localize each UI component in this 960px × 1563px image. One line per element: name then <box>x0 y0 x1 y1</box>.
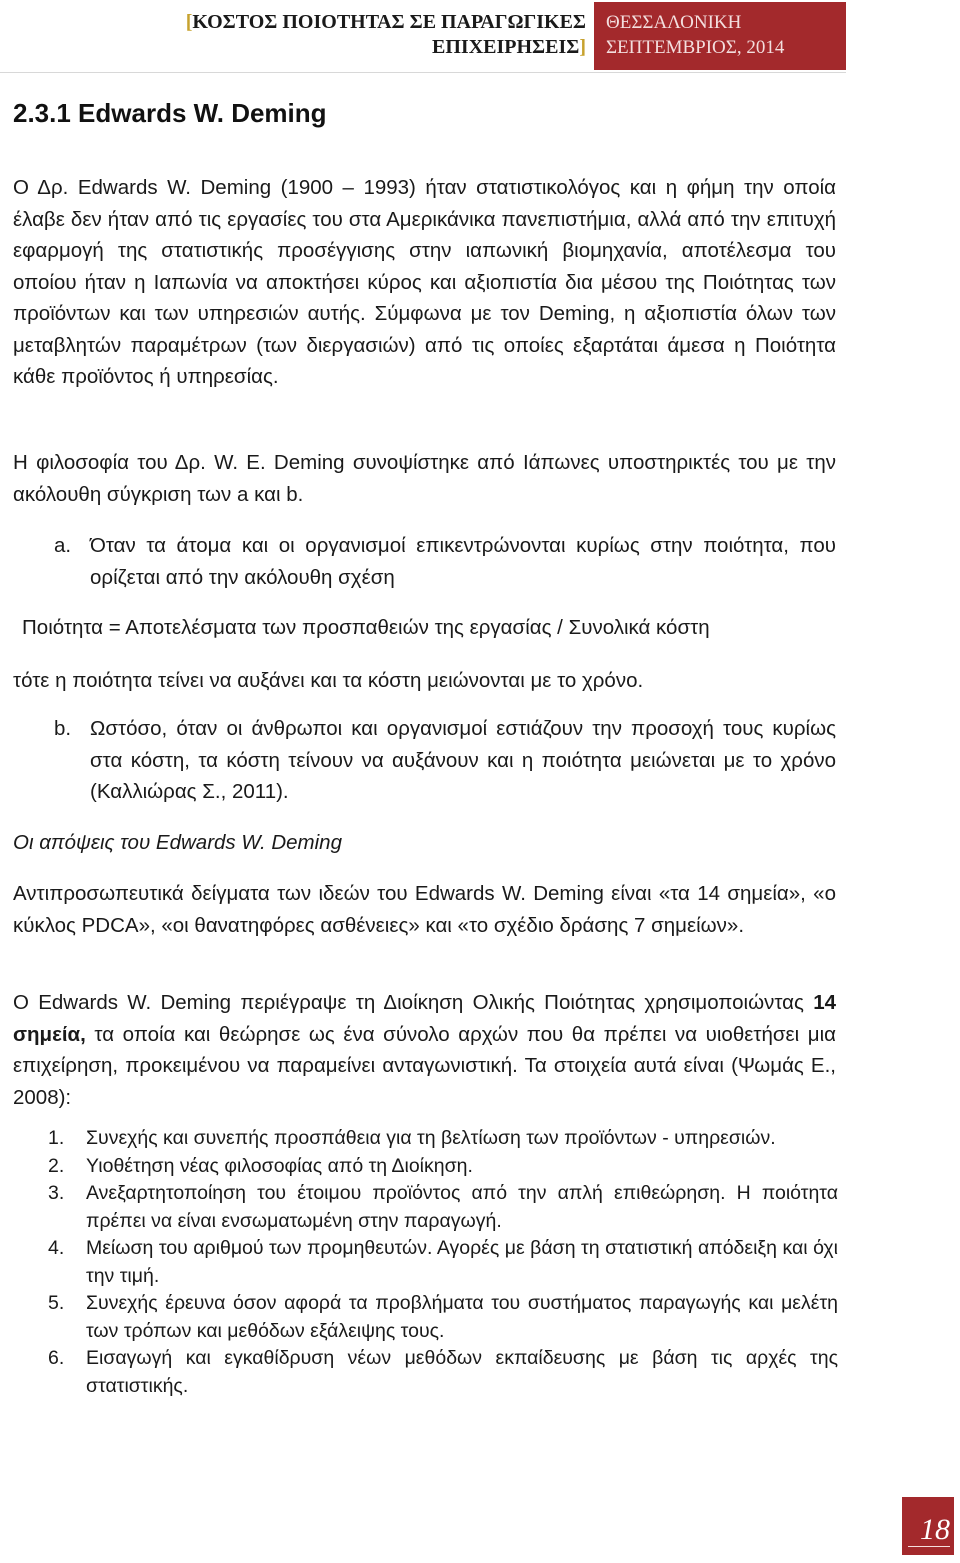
header-bracket-close: ] <box>579 36 586 58</box>
header-title-line2: ΕΠΙΧΕΙΡΗΣΕΙΣ <box>432 36 580 58</box>
item-b-text: Ωστόσο, όταν οι άνθρωποι και οργανισμοί εστιάζουν την προσοχή τους κυρίως στα κόστη, τα κόστη τείνουν να αυξάνουν και η ποιότητα μειώνεται με το χρόνο (Καλλιώρας Σ., 2011). <box>90 717 836 803</box>
list-item-number: 5. <box>48 1292 65 1314</box>
header-document-title <box>146 10 586 60</box>
header-place-date <box>594 2 846 70</box>
list-item-text: Υιοθέτηση νέας φιλοσοφίας από τη Διοίκηση. <box>86 1154 473 1177</box>
points-intro-post: τα οποία και θεώρησε ως ένα σύνολο αρχών που θα πρέπει να υιοθετήσει μια επιχείρηση, προκειμένου να παραμείνει ανταγωνιστική. Τα στοιχεία αυτά είναι (Ψωμάς Ε., 2008): <box>13 1022 836 1109</box>
points-intro-bold: 14 σημεία, <box>13 991 836 1046</box>
header-date: ΣΕΠΤΕΜΒΡΙΟΣ, 2014 <box>606 37 785 58</box>
section-title: 2.3.1 Edwards W. Deming <box>13 98 327 128</box>
philosophy-paragraph: Η φιλοσοφία του Δρ. W. E. Deming συνοψίστηκε από Ιάπωνες υποστηρικτές του με την ακόλουθη σύγκριση των a και b. <box>13 451 836 506</box>
list-item-text: Εισαγωγή και εγκαθίδρυση νέων μεθόδων εκπαίδευσης με βάση τις αρχές της στατιστικής. <box>86 1347 838 1397</box>
list-item-text: Συνεχής και συνεπής προσπάθεια για τη βελτίωση των προϊόντων - υπηρεσιών. <box>86 1127 776 1149</box>
after-formula-paragraph: τότε η ποιότητα τείνει να αυξάνει και τα κόστη μειώνονται με το χρόνο. <box>13 669 644 692</box>
list-item <box>48 1290 838 1345</box>
header-title-line1: ΚΟΣΤΟΣ ΠΟΙΟΤΗΤΑΣ ΣΕ ΠΑΡΑΓΩΓΙΚΕΣ <box>192 11 586 33</box>
item-a-text: Όταν τα άτομα και οι οργανισμοί επικεντρώνονται κυρίως στην ποιότητα, που ορίζεται από την ακόλουθη σχέση <box>90 534 836 589</box>
comparison-item-b <box>54 713 836 808</box>
list-item-number: 2. <box>48 1154 65 1177</box>
fourteen-points-list <box>48 1125 838 1400</box>
list-item-number: 1. <box>48 1127 65 1149</box>
quality-formula: Ποιότητα = Αποτελέσματα των προσπαθειών της εργασίας / Συνολικά κόστη <box>22 616 710 639</box>
list-item-number: 3. <box>48 1182 65 1204</box>
views-heading: Οι απόψεις του Edwards W. Deming <box>13 831 342 854</box>
intro-paragraph: Ο Δρ. Edwards W. Deming (1900 – 1993) ήταν στατιστικολόγος και η φήμη την οποία έλαβε δεν ήταν από τις εργασίες του στα Αμερικάνικα πανεπιστήμια, αλλά από την επιτυχή εφαρμογή της στατιστικής προσέγγισης στην ιαπωνική βιομηχανία, αποτέλεσμα του οποίου ήταν η Ιαπωνία να αποκτήσει κύρος και αξιοπιστία δια μέσου της Ποιότητας των προϊόντων και των υπηρεσιών αυτής. Σύμφωνα με τον Deming, η αξιοπιστία όλων των μεταβλητών παραμέτρων (των διεργασιών) από τις οποίες εξαρτάται άμεσα η Ποιότητα κάθε προϊόντος ή υπηρεσίας. <box>13 176 836 388</box>
list-item <box>48 1153 838 1181</box>
header-rule <box>0 72 846 73</box>
list-item-number: 4. <box>48 1237 65 1259</box>
list-item <box>48 1180 838 1235</box>
list-item-text: Συνεχής έρευνα όσον αφορά τα προβλήματα του συστήματος παραγωγής και μελέτη των τρόπων και μεθόδων εξάλειψης τους. <box>86 1292 838 1342</box>
list-item <box>48 1345 838 1400</box>
list-item-text: Μείωση του αριθμού των προμηθευτών. Αγορές με βάση τη στατιστική απόδειξη και όχι την τιμή. <box>86 1237 838 1287</box>
samples-paragraph: Αντιπροσωπευτικά δείγματα των ιδεών του Edwards W. Deming είναι «τα 14 σημεία», «ο κύκλος PDCA», «οι θανατηφόρες ασθένειες» και «το σχέδιο δράσης 7 σημείων». <box>13 882 836 937</box>
page-number: 18 <box>902 1497 954 1555</box>
list-item-text: Ανεξαρτητοποίηση του έτοιμου προϊόντος από την απλή επιθεώρηση. Η ποιότητα πρέπει να είναι ενσωματωμένη στην παραγωγή. <box>86 1182 838 1232</box>
header-bracket-open: [ <box>185 11 193 33</box>
fourteen-points-paragraph <box>13 987 836 1113</box>
list-item-number: 6. <box>48 1347 65 1369</box>
header-place: ΘΕΣΣΑΛΟΝΙΚΗ <box>606 12 742 33</box>
list-item <box>48 1235 838 1290</box>
points-intro-pre: Ο Edwards W. Deming περιέγραψε τη Διοίκηση Ολικής Ποιότητας χρησιμοποιώντας <box>13 991 814 1014</box>
header-separator <box>586 2 594 72</box>
item-b-marker: b. <box>54 717 72 740</box>
comparison-item-a <box>54 530 836 593</box>
item-a-marker: a. <box>54 534 72 557</box>
list-item <box>48 1125 838 1153</box>
